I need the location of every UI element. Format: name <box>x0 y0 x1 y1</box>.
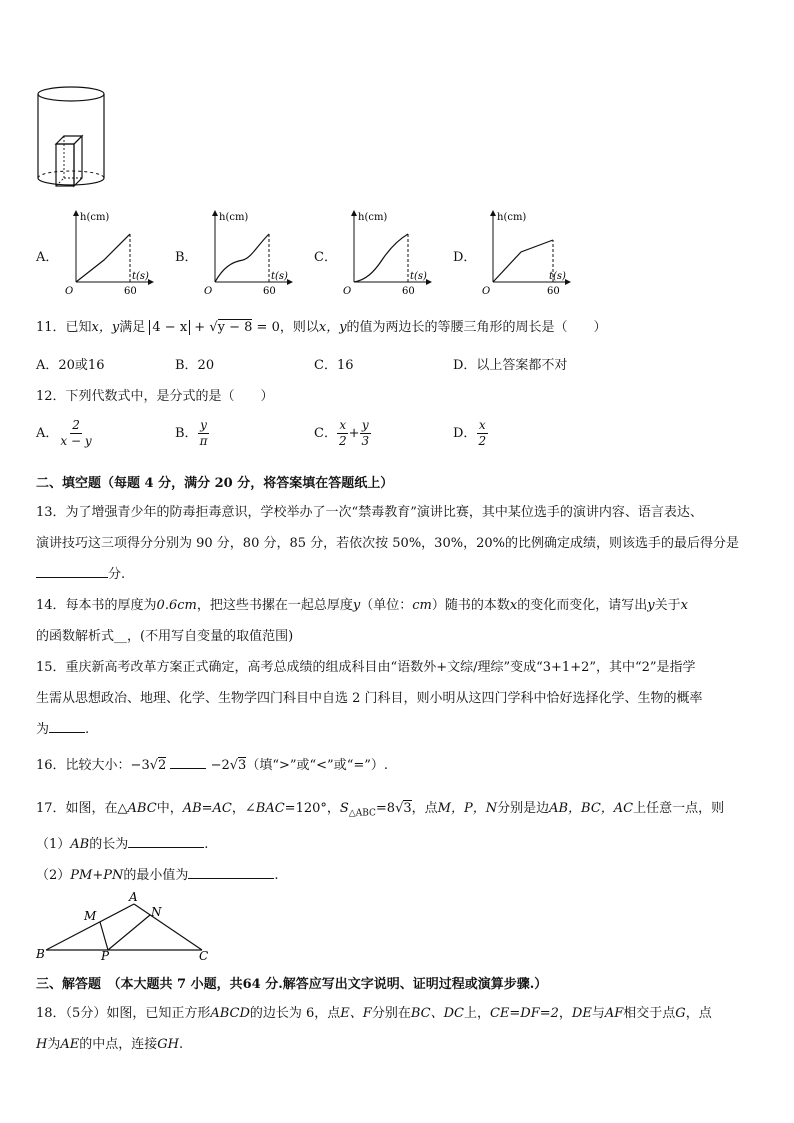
option-label: A． <box>36 250 59 265</box>
q12-option-a: A． $\frac{2}{x - y}$ <box>36 418 92 448</box>
y-axis-arrow <box>351 210 357 216</box>
y-axis-arrow <box>490 210 496 216</box>
section-3-heading: 三、解答题 （本大题共 7 小题，共64 分.解答应写出文字说明、证明过程或演算步骤.） <box>36 977 548 992</box>
q13-answer-blank[interactable] <box>36 565 108 578</box>
q17-stem: 17．如图，在△ABC中，AB=AC，∠BAC=120°，$S_{\triangle ABC}=8√3$，点M，P，N分别是边AB，BC，AC上任意一点，则 <box>36 801 725 819</box>
q13-line3: 分. <box>36 563 125 582</box>
origin-label: O <box>65 286 74 297</box>
graph-svg <box>340 206 460 298</box>
q14-line2: 的函数解析式__，(不用写自变量的取值范围) <box>36 629 294 644</box>
graph-svg <box>479 206 599 298</box>
q15-line3: 为 . <box>36 722 90 737</box>
graph-curve <box>493 240 553 282</box>
option-label: B． <box>175 250 198 265</box>
option-label: D． <box>453 250 477 265</box>
y-axis-label: h(cm) <box>80 212 110 223</box>
q11-option-d: D．以上答案都不对 <box>453 358 568 373</box>
q12-option-c: C． $\frac{x}{2}$ + $\frac{y}{3}$ <box>314 418 370 448</box>
graph-svg <box>62 206 182 298</box>
q18-line2: H为AE的中点，连接GH. <box>36 1037 184 1052</box>
origin-label: O <box>343 286 352 297</box>
fig17-label-a: A <box>129 890 138 904</box>
q15-line1: 15．重庆新高考改革方案正式确定，高考总成绩的组成科目由“语数外+文综/理综”变成“3+1+2”，其中“2”是指学 <box>36 660 696 675</box>
q11-option-b: B．20 <box>175 358 215 373</box>
q12-option-d: D． $\frac{x}{2}$ <box>453 418 487 448</box>
graph-svg <box>201 206 321 298</box>
q15-line2: 生需从思想政冶、地理、化学、生物学四门科目中自选 2 门科目，则小明从这四门学科中恰好选择化学、生物的概率 <box>36 691 703 706</box>
x-axis-label: t(s) <box>132 271 149 282</box>
fig17-label-b: B <box>36 947 45 961</box>
tick-label: 60 <box>402 286 415 297</box>
q17-part2-blank[interactable] <box>188 866 274 879</box>
x-axis-label: t(s) <box>410 271 427 282</box>
fig17-label-n: N <box>151 905 162 919</box>
x-axis-label: t(s) <box>271 271 288 282</box>
y-axis-arrow <box>212 210 218 216</box>
fig17-label-c: C <box>199 949 209 962</box>
q17-triangle-figure <box>34 890 214 962</box>
y-axis-label: h(cm) <box>219 212 249 223</box>
q14-line1: 14．每本书的厚度为0.6cm，把这些书摞在一起总厚度y（单位：cm）随书的本数x的变化而变化，请写出y关于x <box>36 598 688 613</box>
q17-part1-blank[interactable] <box>128 835 204 848</box>
tick-label: 60 <box>547 286 560 297</box>
graph-curve <box>354 234 408 282</box>
origin-label: O <box>482 286 491 297</box>
q18-line1: 18．（5分）如图，已知正方形ABCD的边长为 6，点E、F分别在BC、DC上，CE=DF=2，DE与AF相交于点G，点 <box>36 1006 712 1021</box>
q16: 16．比较大小：−3√2 −2√3（填“>”或“<”或“=”）. <box>36 758 389 773</box>
section-2-heading: 二、填空题（每题 4 分，满分 20 分，将答案填在答题纸上） <box>36 476 394 491</box>
q17-part2: （2）PM+PN的最小值为 . <box>36 868 279 883</box>
q13-line2: 演讲技巧这三项得分分别为 90 分，80 分，85 分，若依次按 50%，30%，20%的比例确定成绩，则该选手的最后得分是 <box>36 536 739 551</box>
fig17-label-m: M <box>84 909 97 923</box>
q16-answer-blank[interactable] <box>170 756 206 769</box>
q15-answer-blank[interactable] <box>49 720 85 733</box>
y-axis-label: h(cm) <box>497 212 527 223</box>
x-axis-label: t(s) <box>549 271 566 282</box>
y-axis-arrow <box>73 210 79 216</box>
option-label: C． <box>314 250 337 265</box>
y-axis-label: h(cm) <box>358 212 388 223</box>
q11-stem: 11．已知x，y满足 4 − x + √y − 8 = 0，则以x，y的值为两边长的等腰三角形的周长是（ ） <box>36 320 607 335</box>
graph-curve <box>76 234 130 282</box>
cylinder-figure <box>34 84 108 196</box>
q11-option-a: A．20或16 <box>36 358 105 373</box>
q12-option-b: B． $\frac{y}{\pi}$ <box>175 418 208 448</box>
tick-label: 60 <box>124 286 137 297</box>
fig17-label-p: P <box>101 949 110 962</box>
graph-curve <box>215 234 269 282</box>
q13-line1: 13．为了增强青少年的防毒拒毒意识，学校举办了一次“禁毒教育”演讲比赛，其中某位选手的演讲内容、语言表达、 <box>36 505 703 520</box>
q17-part1: （1）AB的长为 . <box>36 837 209 852</box>
origin-label: O <box>204 286 213 297</box>
tick-label: 60 <box>263 286 276 297</box>
q11-option-c: C．16 <box>314 358 354 373</box>
q12-stem: 12．下列代数式中，是分式的是（ ） <box>36 389 274 404</box>
